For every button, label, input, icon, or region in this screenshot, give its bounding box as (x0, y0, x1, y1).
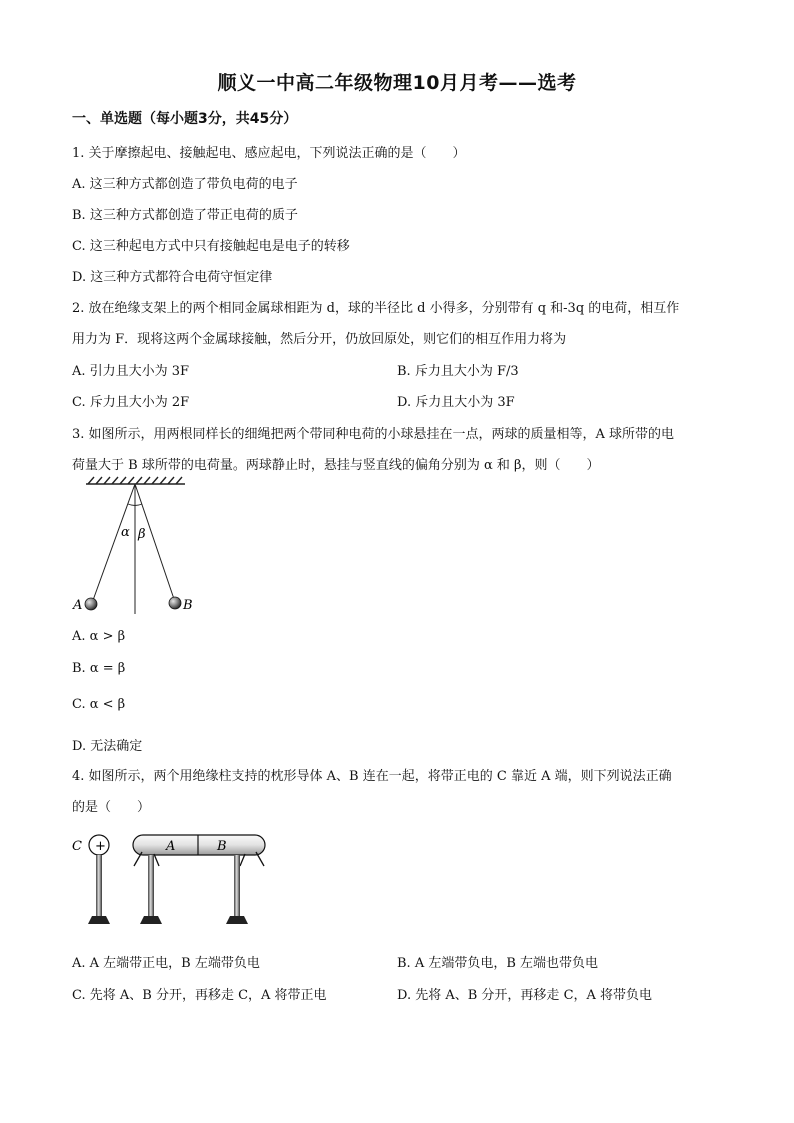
question-1-option-a: A. 这三种方式都创造了带负电荷的电子 (72, 177, 298, 192)
ceiling-hatch (88, 477, 182, 484)
base-c (88, 916, 110, 924)
question-4-option-c: C. 先将 A、B 分开，再移走 C，A 将带正电 (72, 988, 327, 1003)
question-3-option-d: D. 无法确定 (72, 739, 143, 754)
pillow-conductor (133, 835, 265, 855)
base-a (140, 916, 162, 924)
alpha-label: α (121, 525, 130, 540)
ball-b-label: B (183, 598, 193, 613)
leaf-b-left (240, 854, 245, 866)
question-4-stem-line-2: 的是（ ） (72, 800, 151, 815)
question-3-option-b: B. α = β (72, 661, 126, 676)
question-4-option-d: D. 先将 A、B 分开，再移走 C，A 将带负电 (397, 988, 653, 1003)
question-3-stem-line-1: 3. 如图所示，用两根同样长的细绳把两个带同种电荷的小球悬挂在一点，两球的质量相等，A 球所带的电 (72, 427, 675, 442)
conductor-a-label: A (166, 839, 176, 854)
question-2-stem-line-2: 用力为 F．现将这两个金属球接触，然后分开，仍放回原处，则它们的相互作用力将为 (72, 332, 567, 347)
question-2-option-a: A. 引力且大小为 3F (72, 364, 190, 379)
question-1-option-c: C. 这三种起电方式中只有接触起电是电子的转移 (72, 239, 350, 254)
question-2-stem-line-1: 2. 放在绝缘支架上的两个相同金属球相距为 d，球的半径比 d 小得多，分别带有 q 和-3q 的电荷，相互作 (72, 301, 680, 316)
conductor-b-label: B (217, 839, 227, 854)
question-2-option-d: D. 斥力且大小为 3F (397, 395, 515, 410)
ball-b (169, 597, 181, 609)
question-1-option-d: D. 这三种方式都符合电荷守恒定律 (72, 270, 273, 285)
question-2-option-c: C. 斥力且大小为 2F (72, 395, 190, 410)
pole-b (234, 855, 240, 917)
ball-a (85, 598, 97, 610)
question-3-option-c: C. α < β (72, 697, 126, 712)
page-title: 顺义一中高二年级物理10月月考——选考 (217, 72, 577, 94)
c-label: C (72, 839, 82, 854)
pendulum-figure (68, 476, 198, 618)
string-a (92, 484, 135, 603)
pole-c (96, 855, 102, 917)
beta-label: β (138, 527, 146, 542)
string-b (135, 484, 175, 602)
question-4-option-b: B. A 左端带负电，B 左端也带负电 (397, 956, 599, 971)
section-heading: 一、单选题（每小题3分，共45分） (72, 111, 298, 127)
question-3-stem-line-2: 荷量大于 B 球所带的电荷量。两球静止时，悬挂与竖直线的偏角分别为 α 和 β，则（ ） (72, 458, 600, 473)
pole-a (148, 855, 154, 917)
question-4-stem-line-1: 4. 如图所示，两个用绝缘柱支持的枕形导体 A、B 连在一起，将带正电的 C 靠近 A 端，则下列说法正确 (72, 769, 672, 784)
question-1-option-b: B. 这三种方式都创造了带正电荷的质子 (72, 208, 298, 223)
question-2-option-b: B. 斥力且大小为 F/3 (397, 364, 519, 379)
leaf-a-right (154, 854, 159, 866)
conductor-figure (70, 828, 280, 930)
question-4-option-a: A. A 左端带正电，B 左端带负电 (72, 956, 260, 971)
base-b (226, 916, 248, 924)
ball-a-label: A (73, 598, 83, 613)
question-1-stem: 1. 关于摩擦起电、接触起电、感应起电，下列说法正确的是（ ） (72, 146, 466, 161)
question-3-option-a: A. α > β (72, 629, 126, 644)
plus-sign: + (95, 839, 106, 854)
